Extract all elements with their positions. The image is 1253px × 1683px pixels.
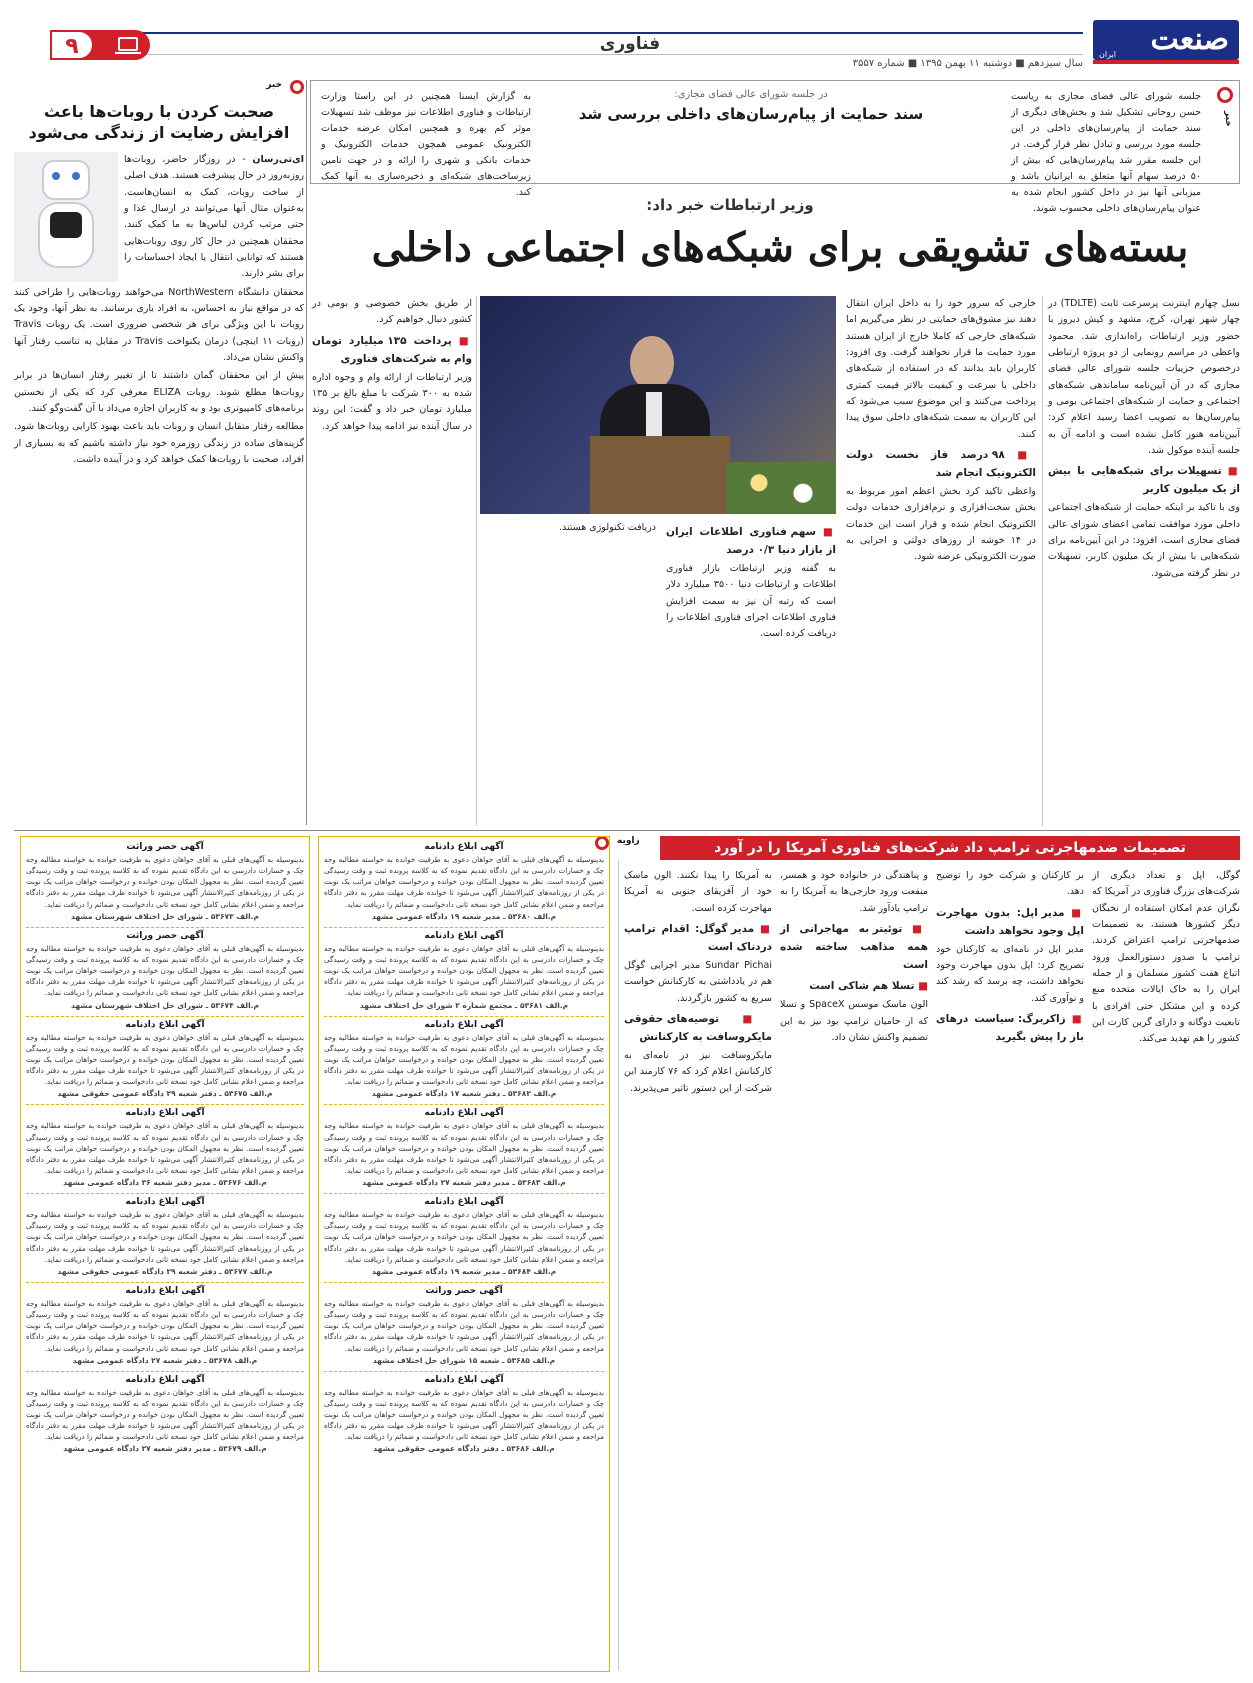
analysis-col3 (780, 868, 928, 1048)
newspaper-logo (1093, 20, 1239, 66)
news-box-label-text: خبر (1223, 111, 1233, 127)
lead-col3-text: به گفته وزیر ارتباطات بازار فناوری اطلاعات و ارتباطات دنیا ۳۵۰۰ میلیارد دلار است که رتبه آن نیز به سمت افزایش فناوری اطلاعات اجرای فناوری اطلاعات را دریافت کرده است. (666, 563, 836, 640)
ad-reference: م.الف ۵۳۶۸۱ ـ مجتمع شماره ۲ شورای حل اختلاف مشهد (359, 1000, 569, 1010)
ad-body: بدینوسیله به آگهی‌های قبلی به آقای خواهان دعوی به طرفیت خوانده به خواسته مطالبه وجه چک و خسارات دادرسی به این دادگاه تقدیم نموده که به کلاسه پرونده ثبت و وقت رسیدگی تعیین گردیده است. نظر به مجهول المکان بودن خوانده و درخواست خواهان مراتب یک نوبت در یکی از روزنامه‌های کثیرالانتشار آگهی می‌شود تا خوانده ظرف مهلت مقرر به دفتر دادگاه مراجعه و ضمن اعلام نشانی کامل خود نسخه ثانی دادخواست و ضمائم را دریافت نماید. (26, 1210, 304, 1264)
news-box-headline: سند حمایت از پیام‌رسان‌های داخلی بررسی شد (578, 105, 924, 123)
news-box-col1: جلسه شورای عالی فضای مجازی به ریاست حسن روحانی تشکیل شد و بخش‌های دیگری از سند حمایت از پیام‌رسان‌های داخلی در این جلسه مورد بررسی و تبادل نظر قرار گرفت. در این جلسه مقرر شد پیام‌رسان‌هایی که بیش از ۵۰ درصد سهام آنها متعلق به ایرانیان باشد و میزبانی آنها نیز در داخل کشور انجام شده به عنوان پیام‌رسان‌های داخلی محسوب شوند. (1011, 91, 1201, 214)
ad-notice (324, 842, 604, 921)
analysis-subhead-2: ■ زاکربرگ: سیاست درهای باز را پیش بگیرید (936, 1010, 1084, 1046)
analysis-subhead-1: ■ مدیر اپل: بدون مهاجرت اپل وجود نخواهد داشت (936, 904, 1084, 940)
ad-title: آگهی ابلاغ دادنامه (125, 1285, 205, 1296)
lead-col2b-text: واعظی تاکید کرد بخش اعظم امور مربوط به بخش سخت‌افزاری و نرم‌افزاری خدمات دولت الکترونیک انجام شده و قرار است این خدمات در ۱۴ خوشه از روزهای دولتی و اجرایی به صورت الکترونیکی عرضه شود. (846, 486, 1036, 563)
analysis-headline: تصمیمات ضدمهاجرتی ترامپ داد شرکت‌های فناوری آمریکا را در آورد (660, 836, 1240, 860)
ad-body: بدینوسیله به آگهی‌های قبلی به آقای خواهان دعوی به طرفیت خوانده به خواسته مطالبه وجه چک و خسارات دادرسی به این دادگاه تقدیم نموده که به کلاسه پرونده ثبت و وقت رسیدگی تعیین گردیده است. نظر به مجهول المکان بودن خوانده و درخواست خواهان مراتب یک نوبت در یکی از روزنامه‌های کثیرالانتشار آگهی می‌شود تا خوانده ظرف مهلت مقرر به دفتر دادگاه مراجعه و ضمن اعلام نشانی کامل خود نسخه ثانی دادخواست و ضمائم را دریافت نماید. (324, 943, 604, 998)
side-story-body: ای‌تی‌رسان - در روزگار حاضر، روبات‌ها روزبه‌روز در حال پیشرفت هستند. هدف اصلی از ساخت روبات، کمک به انسان‌هاست. به‌عنوان مثال آنها می‌توانند در ارسال غذا و حتی مرتب کردن لباس‌ها به ما کمک کنند. محققان همچنین در حال کار روی روبات‌هایی هستند که توانایی انتقال یا ایجاد احساسات را برای بشر دارند. محققان دانشگاه NorthWestern می‌خواهند روبات‌هایی را طراحی کنند که در مواقع نیاز به احساس، به افراد یاری برسانند. به نظر آنها، وجود یک روبات با این ویژگی برای هر شخصی ضروری است. یک روبات Travis (روبات ۱۱ اینچی) درمان یکنواخت Travis در مقابل به تناسب رفتار آنها واکنش نشان می‌داد. پیش از این محققان گمان داشتند تا از تغییر رفتار انسان‌ها در برابر روبات‌ها مطلع شوند. روبات ELIZA معرفی کرد که یکی از نخستین برنامه‌های کامپیوتری بود و به کاربران اجازه می‌داد با آن گفت‌وگو کنند. مطالعه رفتار متقابل انسان و روبات باید باعث بهبود کارایی روبات‌ها شود. گزینه‌های ساده در زندگی روزمره خود نیاز داشته باشیم که به بسیاری از افراد، صحبت با روبات‌ها کمک خواهد کرد و در آینده داشت. (14, 152, 304, 470)
edition-line: سال سیزدهم ■ دوشنبه ۱۱ بهمن ۱۳۹۵ ■ شماره ۳۵۵۷ (852, 58, 1083, 69)
news-box-col2: به گزارش ایسنا همچنین در این راستا وزارت ارتباطات و فناوری اطلاعات نیز موظف شد تسهیلات موثر کم بهره و همچنین امکان عرضه خدمات الکترونیک عمومی همچون خدمات الکترونیک و خدمات بانکی و شهری را ارائه و در جهت تامین زیرساخت‌های شبکه‌ای و ذخیره‌سازی به آنها کمک کند. (321, 91, 531, 198)
ad-reference: م.الف ۵۳۶۸۴ ـ مدیر شعبه ۱۹ دادگاه عمومی مشهد (371, 1266, 557, 1276)
side-story-body4: مطالعه رفتار متقابل انسان و روبات باید باعث بهبود کارایی روبات‌ها شود. گزینه‌های ساده در زندگی روزمره خود نیاز داشته باشیم که به بسیاری از افراد، صحبت با روبات‌ها کمک خواهد کرد و در آینده داشت. (14, 421, 304, 465)
ad-body: بدینوسیله به آگهی‌های قبلی به آقای خواهان دعوی به طرفیت خوانده به خواسته مطالبه وجه چک و خسارات دادرسی به این دادگاه تقدیم نموده که به کلاسه پرونده ثبت و وقت رسیدگی تعیین گردیده است. نظر به مجهول المکان بودن خوانده و درخواست خواهان مراتب یک نوبت در یکی از روزنامه‌های کثیرالانتشار آگهی می‌شود تا خوانده ظرف مهلت مقرر به دفتر دادگاه مراجعه و ضمن اعلام نشانی کامل خود نسخه ثانی دادخواست و ضمائم را دریافت نماید. (26, 1032, 304, 1087)
ad-title: آگهی ابلاغ دادنامه (424, 842, 504, 852)
news-box-label (1211, 87, 1233, 127)
analysis-col4-text: به آمریکا را پیدا نکنند. الون ماسک خود از آفریقای جنوبی به آمریکا مهاجرت کرده است. (624, 870, 772, 914)
lead-subhead-1: ■ تسهیلات برای شبکه‌هایی با بیش از یک میلیون کاربر (1048, 462, 1240, 498)
podium (590, 436, 730, 514)
ad-notice (26, 1016, 304, 1099)
ad-reference: م.الف ۵۳۶۷۸ ـ دفتر شعبه ۲۷ دادگاه عمومی مشهد (72, 1355, 258, 1365)
ad-reference: م.الف ۵۳۶۷۶ ـ مدیر دفتر شعبه ۳۶ دادگاه عمومی مشهد (63, 1178, 267, 1188)
ad-separator (324, 1104, 604, 1105)
ads-column-1 (20, 836, 310, 1672)
lead-col4-text: دریافت تکنولوژی هستند. (559, 522, 656, 533)
flowers (726, 462, 836, 514)
analysis-col2-text: بر کارکنان و شرکت خود را توضیح دهد. (936, 870, 1084, 898)
ad-title: آگهی ابلاغ دادنامه (424, 1108, 504, 1119)
ad-separator (26, 1016, 304, 1017)
analysis-col4c-text: مایکروسافت نیز در نامه‌ای به کارکنانش اعلام کرد که ۷۶ کارمند این شرکت از این دستور تاثیر می‌پذیرند. (624, 1050, 772, 1094)
lead-subhead-4: ■ پرداخت ۱۳۵ میلیارد تومان وام به شرکت‌های فناوری (312, 332, 472, 368)
ad-notice (324, 1104, 604, 1187)
lead-col2-text: خارجی که سرور خود را به داخل ایران انتقال دهند نیز مشوق‌های حمایتی در نظر می‌گیریم اما شبکه‌های خارجی که کاملا خارج از ایران هستند مورد حمایت ما قرار نخواهند گرفت. وی افزود: کاربران باید بدانند که در استفاده از شبکه‌های داخلی با سرعت و کیفیت بالاتر قیمت کمتری پرداخت می‌کنند و این موضوع سبب می‌شود که این کاربران به سمت شبکه‌های داخلی سوق پیدا کنند. (846, 298, 1036, 440)
ad-notice (26, 842, 304, 921)
ad-reference: م.الف ۵۳۶۷۴ ـ شورای حل اختلاف شهرستان مشهد (71, 1000, 259, 1010)
red-circle-icon (1217, 87, 1233, 103)
ad-title: آگهی ابلاغ دادنامه (125, 1019, 205, 1030)
side-story-source: ای‌تی‌رسان (252, 154, 304, 165)
ad-body: بدینوسیله به آگهی‌های قبلی به آقای خواهان دعوی به طرفیت خوانده به خواسته مطالبه وجه چک و خسارات دادرسی به این دادگاه تقدیم نموده که به کلاسه پرونده ثبت و وقت رسیدگی تعیین گردیده است. نظر به مجهول المکان بودن خوانده و درخواست خواهان مراتب یک نوبت در یکی از روزنامه‌های کثیرالانتشار آگهی می‌شود تا خوانده ظرف مهلت مقرر به دفتر دادگاه مراجعه و ضمن اعلام نشانی کامل خود نسخه ثانی دادخواست و ضمائم را دریافت نماید. (324, 1298, 604, 1353)
lead-col2 (846, 296, 1036, 568)
ad-title: آگهی حصر وراثت (126, 930, 204, 941)
ad-notice (26, 1193, 304, 1276)
page-number: ۹ (50, 30, 94, 60)
ad-separator (26, 927, 304, 928)
lead-col5b-text: وزیر ارتباطات از ارائه وام و وجوه اداره شده به ۳۰۰ شرکت با مبلغ بالغ بر ۱۳۵ میلیارد تومان خبر داد و گفت: این روند در سال آینده نیز ادامه پیدا خواهد کرد. (312, 371, 472, 432)
ad-title: آگهی ابلاغ دادنامه (424, 1197, 504, 1208)
ads-column-2 (318, 836, 610, 1672)
analysis-subhead-4: ■ تسلا هم شاکی است (780, 977, 928, 995)
ad-separator (26, 1371, 304, 1372)
ad-reference: م.الف ۵۳۶۷۹ ـ مدیر دفتر شعبه ۲۷ دادگاه عمومی مشهد (63, 1444, 267, 1454)
ad-notice (324, 1371, 604, 1454)
side-story-body3: پیش از این محققان گمان داشتند تا از تغییر رفتار انسان‌ها در برابر روبات‌ها مطلع شوند. روبات ELIZA معرفی کرد که یکی از نخستین برنامه‌های کامپیوتری بود و به کاربران اجازه می‌داد با آن گفت‌وگو کنند. (14, 370, 304, 414)
ad-reference: م.الف ۵۳۶۸۰ ـ مدیر شعبه ۱۹ دادگاه عمومی مشهد (371, 911, 557, 921)
analysis-col4b-text: Sundar Pichai مدیر اجرایی گوگل هم در یادداشتی به کارکنانش خواست سریع به کشور بازگردند. (624, 960, 773, 1004)
ad-reference: م.الف ۵۳۶۸۲ ـ دفتر شعبه ۱۷ دادگاه عمومی مشهد (371, 1089, 557, 1099)
ad-body: بدینوسیله به آگهی‌های قبلی به آقای خواهان دعوی به طرفیت خوانده به خواسته مطالبه وجه چک و خسارات دادرسی به این دادگاه تقدیم نموده که به کلاسه پرونده ثبت و وقت رسیدگی تعیین گردیده است. نظر به مجهول المکان بودن خوانده و درخواست خواهان مراتب یک نوبت در یکی از روزنامه‌های کثیرالانتشار آگهی می‌شود تا خوانده ظرف مهلت مقرر به دفتر دادگاه مراجعه و ضمن اعلام نشانی کامل خود نسخه ثانی دادخواست و ضمائم را دریافت نماید. (324, 1121, 604, 1175)
analysis-col2b-text: مدیر اپل در نامه‌ای به کارکنان خود تصریح کرد: اپل بدون مهاجرت وجود نخواهد داشت، چه برسد که رشد کند و نوآوری کند. (936, 943, 1084, 1004)
analysis-label-text: زاویه (617, 836, 640, 846)
ad-title: آگهی ابلاغ دادنامه (424, 1019, 504, 1030)
side-story-headline: صحبت کردن با روبات‌ها باعث افزایش رضایت از زندگی می‌شود (28, 102, 290, 142)
ad-separator (324, 1193, 604, 1194)
lead-photo (480, 296, 836, 514)
side-story-label-text: خبر (266, 80, 282, 90)
ad-separator (26, 1282, 304, 1283)
lead-col1b-text: وی با تاکید بر اینکه حمایت از شبکه‌های اجتماعی داخلی مورد موافقت تمامی اعضای شورای عالی فضای مجازی است، افزود: در این آیین‌نامه برای شبکه‌هایی با بیش از یک میلیون کاربر، تسهیلات در نظر گرفته می‌شود. (1048, 502, 1240, 579)
ad-notice (26, 1282, 304, 1365)
ad-notice (26, 1371, 304, 1454)
ad-reference: م.الف ۵۳۶۷۵ ـ دفتر شعبه ۲۹ دادگاه عمومی حقوقی مشهد (57, 1089, 273, 1099)
lead-col1 (1048, 296, 1240, 584)
ad-body: بدینوسیله به آگهی‌های قبلی به آقای خواهان دعوی به طرفیت خوانده به خواسته مطالبه وجه چک و خسارات دادرسی به این دادگاه تقدیم نموده که به کلاسه پرونده ثبت و وقت رسیدگی تعیین گردیده است. نظر به مجهول المکان بودن خوانده و درخواست خواهان مراتب یک نوبت در یکی از روزنامه‌های کثیرالانتشار آگهی می‌شود تا خوانده ظرف مهلت مقرر به دفتر دادگاه مراجعه و ضمن اعلام نشانی کامل خود نسخه ثانی دادخواست و ضمائم را دریافت نماید. (324, 1210, 604, 1264)
analysis-col2 (936, 868, 1084, 1048)
ad-title: آگهی ابلاغ دادنامه (125, 1197, 205, 1208)
lead-col5-text: از طریق بخش خصوصی و بومی در کشور دنبال خواهیم کرد. (312, 298, 472, 326)
ad-body: بدینوسیله به آگهی‌های قبلی به آقای خواهان دعوی به طرفیت خوانده به خواسته مطالبه وجه چک و خسارات دادرسی به این دادگاه تقدیم نموده که به کلاسه پرونده ثبت و وقت رسیدگی تعیین گردیده است. نظر به مجهول المکان بودن خوانده و درخواست خواهان مراتب یک نوبت در یکی از روزنامه‌های کثیرالانتشار آگهی می‌شود تا خوانده ظرف مهلت مقرر به دفتر دادگاه مراجعه و ضمن اعلام نشانی کامل خود نسخه ثانی دادخواست و ضمائم را دریافت نماید. (26, 1387, 304, 1442)
ad-title: آگهی حصر وراثت (126, 842, 204, 852)
analysis-col3-text: و پناهندگی در خانواده خود و همسر، منفعت ورود خارجی‌ها به آمریکا را به ترامپ یادآور شد. (780, 870, 928, 914)
analysis-col4 (624, 868, 772, 1099)
analysis-subhead-5: ■ مدیر گوگل: اقدام ترامپ دردناک است (624, 920, 772, 956)
side-story-body1: در روزگار حاضر، روبات‌ها روزبه‌روز در حال پیشرفت هستند. هدف اصلی از ساخت روبات، کمک به انسان‌هاست. به‌عنوان مثال آنها می‌توانند در ارسال غذا و حتی مرتب کردن لباس‌ها به ما کمک کنند. محققان همچنین در حال کار روی روبات‌هایی هستند که توانایی انتقال یا ایجاد احساسات را برای بشر دارند. (124, 154, 304, 280)
ad-body: بدینوسیله به آگهی‌های قبلی به آقای خواهان دعوی به طرفیت خوانده به خواسته مطالبه وجه چک و خسارات دادرسی به این دادگاه تقدیم نموده که به کلاسه پرونده ثبت و وقت رسیدگی تعیین گردیده است. نظر به مجهول المکان بودن خوانده و درخواست خواهان مراتب یک نوبت در یکی از روزنامه‌های کثیرالانتشار آگهی می‌شود تا خوانده ظرف مهلت مقرر به دفتر دادگاه مراجعه و ضمن اعلام نشانی کامل خود نسخه ثانی دادخواست و ضمائم را دریافت نماید. (26, 1121, 304, 1175)
ad-notice (26, 927, 304, 1010)
ad-separator (26, 1193, 304, 1194)
analysis-col3b-text: الون ماسک موسس SpaceX و تسلا که از حامیان ترامپ بود نیز به این تصمیم واکنش نشان داد. (780, 999, 928, 1043)
ad-notice (324, 1282, 604, 1365)
lead-subhead-3: ■ سهم فناوری اطلاعات ایران از بازار دنیا ۰/۳ درصد (666, 523, 836, 559)
computer-icon (118, 37, 138, 51)
side-story-body2: محققان دانشگاه NorthWestern می‌خواهند روبات‌هایی را طراحی کنند که در مواقع نیاز به احساس، به افراد یاری برسانند. به نظر آنها، وجود یک روبات با این ویژگی برای هر شخصی ضروری است. یک روبات Travis (روبات ۱۱ اینچی) درمان یکنواخت Travis در مقابل به تناسب رفتار آنها واکنش نشان می‌داد. (14, 286, 304, 363)
lead-headline: بسته‌های تشویقی برای شبکه‌های اجتماعی داخلی (371, 224, 1189, 271)
ad-title: آگهی ابلاغ دادنامه (125, 1108, 205, 1119)
analysis-subhead-3: ■ توئیتر به مهاجرانی از همه مذاهب ساخته شده است (780, 920, 928, 974)
lead-col4 (480, 520, 656, 538)
ad-body: بدینوسیله به آگهی‌های قبلی به آقای خواهان دعوی به طرفیت خوانده به خواسته مطالبه وجه چک و خسارات دادرسی به این دادگاه تقدیم نموده که به کلاسه پرونده ثبت و وقت رسیدگی تعیین گردیده است. نظر به مجهول المکان بودن خوانده و درخواست خواهان مراتب یک نوبت در یکی از روزنامه‌های کثیرالانتشار آگهی می‌شود تا خوانده ظرف مهلت مقرر به دفتر دادگاه مراجعه و ضمن اعلام نشانی کامل خود نسخه ثانی دادخواست و ضمائم را دریافت نماید. (26, 855, 304, 909)
ad-reference: م.الف ۵۳۶۷۷ ـ دفتر شعبه ۲۹ دادگاه عمومی حقوقی مشهد (57, 1266, 273, 1276)
ad-title: آگهی ابلاغ دادنامه (125, 1374, 205, 1385)
red-circle-icon (290, 80, 304, 94)
ad-body: بدینوسیله به آگهی‌های قبلی به آقای خواهان دعوی به طرفیت خوانده به خواسته مطالبه وجه چک و خسارات دادرسی به این دادگاه تقدیم نموده که به کلاسه پرونده ثبت و وقت رسیدگی تعیین گردیده است. نظر به مجهول المکان بودن خوانده و درخواست خواهان مراتب یک نوبت در یکی از روزنامه‌های کثیرالانتشار آگهی می‌شود تا خوانده ظرف مهلت مقرر به دفتر دادگاه مراجعه و ضمن اعلام نشانی کامل خود نسخه ثانی دادخواست و ضمائم را دریافت نماید. (26, 943, 304, 998)
logo-text: صنعت (1150, 22, 1229, 57)
ad-title: آگهی ابلاغ دادنامه (424, 930, 504, 941)
lead-subhead-2: ■ ۹۸ درصد فاز نخست دولت الکترونیک انجام شد (846, 446, 1036, 482)
lead-kicker: وزیر ارتباطات خبر داد: (646, 196, 814, 214)
lead-col3 (666, 520, 836, 645)
news-box-kicker: در جلسه شورای عالی فضای مجازی: (674, 89, 828, 100)
ad-title: آگهی حصر وراثت (425, 1285, 503, 1296)
ad-body: بدینوسیله به آگهی‌های قبلی به آقای خواهان دعوی به طرفیت خوانده به خواسته مطالبه وجه چک و خسارات دادرسی به این دادگاه تقدیم نموده که به کلاسه پرونده ثبت و وقت رسیدگی تعیین گردیده است. نظر به مجهول المکان بودن خوانده و درخواست خواهان مراتب یک نوبت در یکی از روزنامه‌های کثیرالانتشار آگهی می‌شود تا خوانده ظرف مهلت مقرر به دفتر دادگاه مراجعه و ضمن اعلام نشانی کامل خود نسخه ثانی دادخواست و ضمائم را دریافت نماید. (324, 1032, 604, 1087)
lead-col1-text: نسل چهارم اینترنت پرسرعت ثابت (TDLTE) در چهار شهر تهران، کرج، مشهد و کیش دیروز با حضور وزیر ارتباطات راه‌اندازی شد. محمود واعظی در مراسم رونمایی از دو پروژه ارتباطی درخصوص جزییات جلسه شورای عالی فضای مجازی که در آن آیین‌نامه ساماندهی شبکه‌های اجتماعی و حمایت از شبکه‌های اجتماعی بومی و پیام‌رسان‌ها به تصویب اعضا رسید اعلام کرد: آیین‌نامه هنوز کامل نشده است و ادامه آن به جلسه آینده موکول شد. (1048, 298, 1240, 456)
lead-col5 (312, 296, 472, 437)
logo-subtext: ایران (1099, 50, 1116, 59)
side-story (14, 80, 304, 820)
section-title: فناوری (599, 34, 661, 54)
masthead (0, 0, 1253, 78)
ad-separator (324, 927, 604, 928)
ad-separator (324, 1371, 604, 1372)
ad-reference: م.الف ۵۳۶۸۵ ـ شعبه ۱۵ شورای حل اختلاف مشهد (372, 1355, 556, 1365)
ad-reference: م.الف ۵۳۶۷۳ ـ شورای حل اختلاف شهرستان مشهد (71, 911, 259, 921)
ad-separator (26, 1104, 304, 1105)
ad-notice (324, 1193, 604, 1276)
side-story-label (234, 80, 304, 96)
analysis-col1-text: گوگل، اپل و تعداد دیگری از شرکت‌های بزرگ فناوری در آمریکا که نگران عدم امکان استفاده از نخبگان دیگر کشورها هستند، به تصمیمات ضدمهاجرتی ترامپ اعتراض کردند. ترامپ با صدور دستورالعمل ورود اتباع هفت کشور مسلمان و از جمله ایران را به خاک ایالات متحده منع کرده و این مشکل حتی افرادی با تابعیت دوگانه و دارای گرین کارت این کشور را هم تهدید می‌کند. (1092, 870, 1240, 1045)
ad-notice (324, 927, 604, 1010)
ad-separator (324, 1016, 604, 1017)
ad-notice (26, 1104, 304, 1187)
ad-body: بدینوسیله به آگهی‌های قبلی به آقای خواهان دعوی به طرفیت خوانده به خواسته مطالبه وجه چک و خسارات دادرسی به این دادگاه تقدیم نموده که به کلاسه پرونده ثبت و وقت رسیدگی تعیین گردیده است. نظر به مجهول المکان بودن خوانده و درخواست خواهان مراتب یک نوبت در یکی از روزنامه‌های کثیرالانتشار آگهی می‌شود تا خوانده ظرف مهلت مقرر به دفتر دادگاه مراجعه و ضمن اعلام نشانی کامل خود نسخه ثانی دادخواست و ضمائم را دریافت نماید. (26, 1298, 304, 1353)
ad-body: بدینوسیله به آگهی‌های قبلی به آقای خواهان دعوی به طرفیت خوانده به خواسته مطالبه وجه چک و خسارات دادرسی به این دادگاه تقدیم نموده که به کلاسه پرونده ثبت و وقت رسیدگی تعیین گردیده است. نظر به مجهول المکان بودن خوانده و درخواست خواهان مراتب یک نوبت در یکی از روزنامه‌های کثیرالانتشار آگهی می‌شود تا خوانده ظرف مهلت مقرر به دفتر دادگاه مراجعه و ضمن اعلام نشانی کامل خود نسخه ثانی دادخواست و ضمائم را دریافت نماید. (324, 855, 604, 909)
analysis-col1 (1092, 868, 1240, 1050)
ad-body: بدینوسیله به آگهی‌های قبلی به آقای خواهان دعوی به طرفیت خوانده به خواسته مطالبه وجه چک و خسارات دادرسی به این دادگاه تقدیم نموده که به کلاسه پرونده ثبت و وقت رسیدگی تعیین گردیده است. نظر به مجهول المکان بودن خوانده و درخواست خواهان مراتب یک نوبت در یکی از روزنامه‌های کثیرالانتشار آگهی می‌شود تا خوانده ظرف مهلت مقرر به دفتر دادگاه مراجعه و ضمن اعلام نشانی کامل خود نسخه ثانی دادخواست و ضمائم را دریافت نماید. (324, 1387, 604, 1442)
ad-title: آگهی ابلاغ دادنامه (424, 1374, 504, 1385)
ad-reference: م.الف ۵۳۶۸۳ ـ مدیر دفتر شعبه ۲۷ دادگاه عمومی مشهد (362, 1178, 566, 1188)
ad-notice (324, 1016, 604, 1099)
ad-reference: م.الف ۵۳۶۸۶ ـ دفتر دادگاه عمومی حقوقی مشهد (373, 1444, 555, 1454)
analysis-subhead-6: ■ توصیه‌های حقوقی مایکروسافت به کارکنانش (624, 1010, 772, 1046)
ad-separator (324, 1282, 604, 1283)
